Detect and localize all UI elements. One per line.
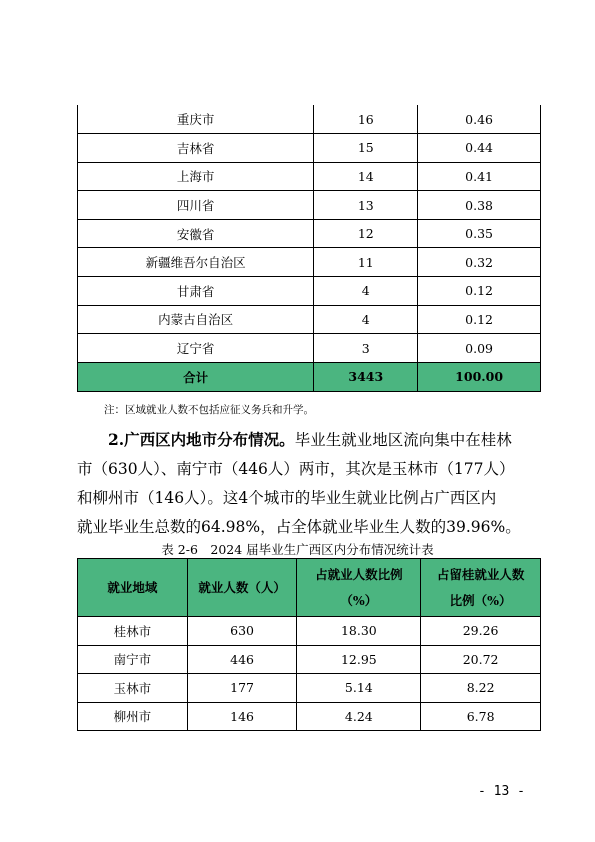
region-cell: 重庆市 <box>78 105 314 134</box>
region-cell: 吉林省 <box>78 134 314 163</box>
region-cell: 甘肃省 <box>78 277 314 306</box>
count-cell: 12 <box>314 219 418 248</box>
table-row <box>78 702 541 731</box>
region-cell: 上海市 <box>78 162 314 191</box>
region-cell: 内蒙古自治区 <box>78 305 314 334</box>
table-row <box>78 645 541 674</box>
ratio-cell: 0.35 <box>418 219 541 248</box>
region-cell: 新疆维吾尔自治区 <box>78 248 314 277</box>
ratio-cell: 0.12 <box>418 305 541 334</box>
region-cell: 辽宁省 <box>78 334 314 363</box>
header-guangxi-ratio: 占留桂就业人数 比例（%） <box>421 559 541 617</box>
ratio-cell: 0.09 <box>418 334 541 363</box>
guangxi-ratio-cell: 6.78 <box>421 702 541 731</box>
ratio-cell: 18.30 <box>297 617 421 646</box>
count-cell: 3443 <box>314 362 418 391</box>
paragraph-line-3: 和柳州市（146人）。这4个城市的毕业生就业比例占广西区内 <box>77 489 497 507</box>
guangxi-city-distribution-table <box>77 558 541 731</box>
guangxi-ratio-cell: 8.22 <box>421 674 541 703</box>
count-cell: 16 <box>314 105 418 134</box>
table-row <box>78 134 541 163</box>
table-row <box>78 305 541 334</box>
ratio-cell: 0.12 <box>418 277 541 306</box>
page-number: - 13 - <box>478 784 525 799</box>
city-cell: 柳州市 <box>78 702 188 731</box>
count-cell: 177 <box>187 674 297 703</box>
count-cell: 3 <box>314 334 418 363</box>
table-row <box>78 334 541 363</box>
count-cell: 13 <box>314 191 418 220</box>
ratio-cell: 4.24 <box>297 702 421 731</box>
total-row <box>78 362 541 391</box>
ratio-cell: 0.41 <box>418 162 541 191</box>
table-row <box>78 674 541 703</box>
ratio-cell: 12.95 <box>297 645 421 674</box>
city-cell: 桂林市 <box>78 617 188 646</box>
table-row <box>78 617 541 646</box>
count-cell: 446 <box>187 645 297 674</box>
province-distribution-table <box>77 105 541 392</box>
guangxi-ratio-cell: 20.72 <box>421 645 541 674</box>
paragraph-line-1: 2.广西区内地市分布情况。毕业生就业地区流向集中在桂林 <box>108 430 512 449</box>
table-note: 注：区域就业人数不包括应征义务兵和升学。 <box>104 404 314 416</box>
ratio-cell: 100.00 <box>418 362 541 391</box>
guangxi-ratio-cell: 29.26 <box>421 617 541 646</box>
header-ratio: 占就业人数比例 （%） <box>297 559 421 617</box>
ratio-cell: 0.46 <box>418 105 541 134</box>
table-row <box>78 191 541 220</box>
paragraph-heading: 2.广西区内地市分布情况。 <box>108 430 295 449</box>
paragraph-line-4: 就业毕业生总数的64.98%，占全体就业毕业生人数的39.96%。 <box>77 518 521 536</box>
table-row <box>78 248 541 277</box>
table-row <box>78 219 541 248</box>
city-cell: 玉林市 <box>78 674 188 703</box>
count-cell: 146 <box>187 702 297 731</box>
region-cell: 安徽省 <box>78 219 314 248</box>
city-cell: 南宁市 <box>78 645 188 674</box>
count-cell: 14 <box>314 162 418 191</box>
region-cell: 合计 <box>78 362 314 391</box>
table-row <box>78 162 541 191</box>
ratio-cell: 0.32 <box>418 248 541 277</box>
count-cell: 4 <box>314 305 418 334</box>
ratio-cell: 5.14 <box>297 674 421 703</box>
header-region: 就业地域 <box>78 559 188 617</box>
table-row <box>78 277 541 306</box>
ratio-cell: 0.38 <box>418 191 541 220</box>
count-cell: 15 <box>314 134 418 163</box>
ratio-cell: 0.44 <box>418 134 541 163</box>
region-cell: 四川省 <box>78 191 314 220</box>
paragraph-line-2: 市（630人）、南宁市（446人）两市，其次是玉林市（177人） <box>77 460 515 478</box>
table-row <box>78 105 541 134</box>
count-cell: 630 <box>187 617 297 646</box>
count-cell: 11 <box>314 248 418 277</box>
count-cell: 4 <box>314 277 418 306</box>
header-count: 就业人数（人） <box>187 559 297 617</box>
table-caption: 表 2-6 2024 届毕业生广西区内分布情况统计表 <box>161 542 434 557</box>
